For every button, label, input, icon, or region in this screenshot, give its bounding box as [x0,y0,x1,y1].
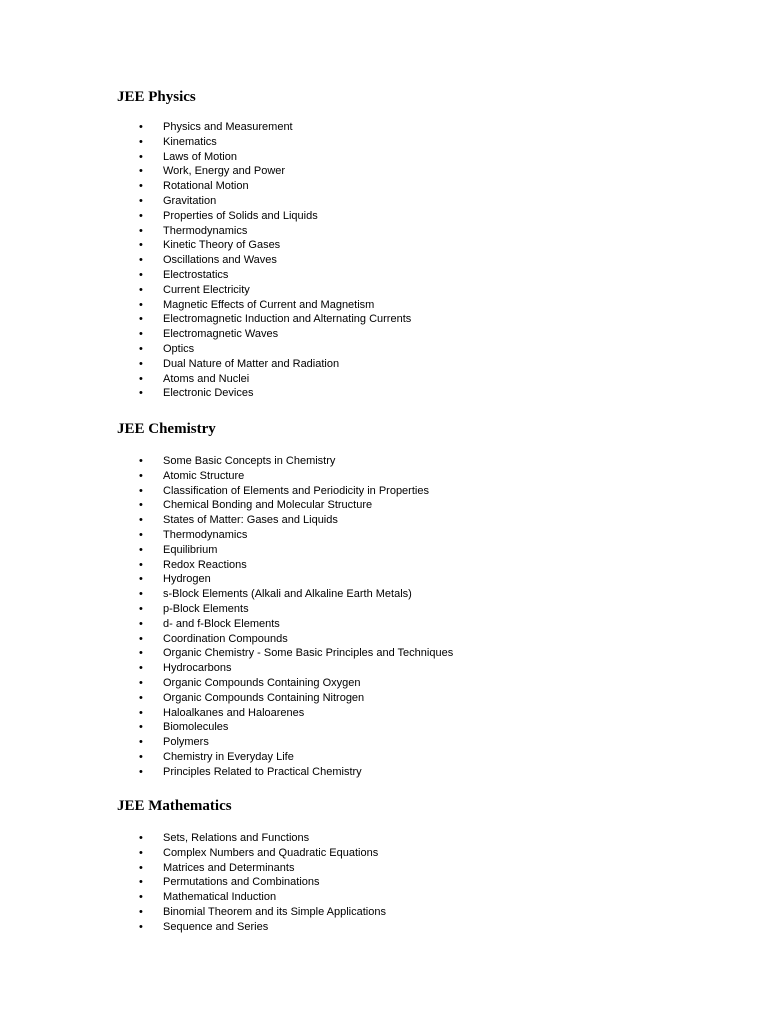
list-item [0,179,411,194]
bullet-icon: • [139,632,143,645]
bullet-icon: • [139,832,143,844]
list-item [0,676,453,691]
list-item-text: Permutations and Combinations [163,876,320,889]
list-item-text: Hydrocarbons [163,662,232,675]
list-item [0,632,453,647]
bullet-icon: • [139,691,143,704]
list-item-text: Dual Nature of Matter and Radiation [163,357,340,370]
topic-list-mathematics [0,831,386,935]
bullet-icon: • [139,543,143,556]
bullet-icon: • [139,602,143,615]
list-item-text: Biomolecules [163,721,229,734]
bullet-icon: • [139,224,143,237]
bullet-icon: • [139,180,143,193]
list-item-text: Haloalkanes and Haloarenes [163,706,305,719]
list-item [0,831,386,846]
list-item [0,372,411,387]
list-item-text: Thermodynamics [163,224,248,237]
list-item [0,224,411,239]
list-item [0,283,411,298]
section-title-chemistry: JEE Chemistry [117,421,216,437]
bullet-icon: • [139,765,143,778]
bullet-icon: • [139,469,143,482]
bullet-icon: • [139,891,143,904]
list-item [0,765,453,780]
list-item-text: Properties of Solids and Liquids [163,209,318,222]
bullet-icon: • [139,135,143,148]
bullet-icon: • [139,528,143,541]
list-item-text: Organic Chemistry - Some Basic Principles and Techniques [163,647,454,660]
list-item [0,342,411,357]
bullet-icon: • [139,573,143,586]
bullet-icon: • [139,588,143,601]
bullet-icon: • [139,165,143,178]
list-item [0,691,453,706]
list-item-text: Organic Compounds Containing Oxygen [163,676,361,689]
bullet-icon: • [139,254,143,267]
list-item [0,875,386,890]
list-item-text: Oscillations and Waves [163,254,277,267]
list-item [0,209,411,224]
list-item [0,357,411,372]
list-item-text: Gravitation [163,194,217,207]
list-item [0,312,411,327]
list-item-text: Principles Related to Practical Chemistry [163,765,362,778]
list-item [0,386,411,401]
bullet-icon: • [139,268,143,281]
bullet-icon: • [139,558,143,571]
list-item-text: Chemical Bonding and Molecular Structure [163,499,373,512]
bullet-icon: • [139,194,143,207]
bullet-icon: • [139,387,143,400]
list-item-text: Coordination Compounds [163,632,288,645]
bullet-icon: • [139,239,143,252]
bullet-icon: • [139,209,143,222]
bullet-icon: • [139,499,143,512]
list-item [0,268,411,283]
bullet-icon: • [139,514,143,527]
list-item-text: States of Matter: Gases and Liquids [163,514,338,527]
bullet-icon: • [139,484,143,497]
list-item [0,150,411,165]
list-item-text: Binomial Theorem and its Simple Applications [163,905,386,918]
list-item-text: Magnetic Effects of Current and Magnetism [163,298,375,311]
list-item [0,706,453,721]
list-item [0,661,453,676]
list-item [0,528,453,543]
list-item [0,572,453,587]
bullet-icon: • [139,342,143,355]
list-item [0,750,453,765]
list-item [0,920,386,935]
list-item-text: Current Electricity [163,283,250,296]
list-item [0,890,386,905]
list-item-text: Laws of Motion [163,150,237,163]
bullet-icon: • [139,920,143,933]
list-item [0,327,411,342]
bullet-icon: • [139,876,143,889]
list-item-text: Thermodynamics [163,528,248,541]
list-item [0,646,453,661]
list-item-text: Kinetic Theory of Gases [163,239,281,252]
list-item-text: Atomic Structure [163,469,245,482]
bullet-icon: • [139,617,143,630]
list-item-text: Electromagnetic Waves [163,328,279,341]
list-item-text: s-Block Elements (Alkali and Alkaline Earth Metals) [163,588,412,601]
bullet-icon: • [139,662,143,675]
list-item-text: Sets, Relations and Functions [163,832,310,844]
bullet-icon: • [139,328,143,341]
bullet-icon: • [139,706,143,719]
list-item-text: Work, Energy and Power [163,165,286,178]
bullet-icon: • [139,721,143,734]
section-title-mathematics: JEE Mathematics [117,798,232,814]
bullet-icon: • [139,736,143,749]
list-item-text: Polymers [163,736,209,749]
list-item-text: Electronic Devices [163,387,254,400]
bullet-icon: • [139,676,143,689]
list-item [0,498,453,513]
bullet-icon: • [139,846,143,859]
list-item-text: p-Block Elements [163,602,249,615]
bullet-icon: • [139,313,143,326]
list-item-text: Mathematical Induction [163,891,277,904]
list-item-text: Complex Numbers and Quadratic Equations [163,846,379,859]
bullet-icon: • [139,861,143,874]
list-item-text: d- and f-Block Elements [163,617,280,630]
list-item-text: Electromagnetic Induction and Alternating Currents [163,313,412,326]
list-item [0,469,453,484]
bullet-icon: • [139,647,143,660]
list-item [0,484,453,499]
topic-list-physics [0,120,411,401]
bullet-icon: • [139,121,143,133]
list-item [0,298,411,313]
bullet-icon: • [139,372,143,385]
list-item-text: Rotational Motion [163,180,249,193]
bullet-icon: • [139,150,143,163]
list-item-text: Equilibrium [163,543,218,556]
list-item [0,513,453,528]
list-item-text: Organic Compounds Containing Nitrogen [163,691,365,704]
list-item-text: Electrostatics [163,268,229,281]
list-item [0,194,411,209]
list-item [0,120,411,135]
list-item [0,846,386,861]
list-item [0,543,453,558]
bullet-icon: • [139,283,143,296]
list-item [0,861,386,876]
list-item-text: Kinematics [163,135,217,148]
list-item [0,735,453,750]
bullet-icon: • [139,455,143,467]
list-item [0,602,453,617]
list-item-text: Chemistry in Everyday Life [163,750,294,763]
bullet-icon: • [139,298,143,311]
list-item-text: Some Basic Concepts in Chemistry [163,455,336,467]
topic-list-chemistry [0,454,453,780]
list-item [0,454,453,469]
list-item-text: Hydrogen [163,573,211,586]
list-item-text: Physics and Measurement [163,121,293,133]
list-item-text: Optics [163,342,195,355]
bullet-icon: • [139,905,143,918]
list-item [0,164,411,179]
list-item-text: Matrices and Determinants [163,861,295,874]
list-item [0,253,411,268]
list-item [0,905,386,920]
list-item [0,558,453,573]
list-item-text: Classification of Elements and Periodicity in Properties [163,484,429,497]
list-item [0,617,453,632]
list-item-text: Atoms and Nuclei [163,372,250,385]
list-item-text: Redox Reactions [163,558,247,571]
list-item-text: Sequence and Series [163,920,269,933]
list-item [0,135,411,150]
list-item [0,238,411,253]
bullet-icon: • [139,357,143,370]
list-item [0,720,453,735]
list-item [0,587,453,602]
section-title-physics: JEE Physics [117,89,196,105]
bullet-icon: • [139,750,143,763]
